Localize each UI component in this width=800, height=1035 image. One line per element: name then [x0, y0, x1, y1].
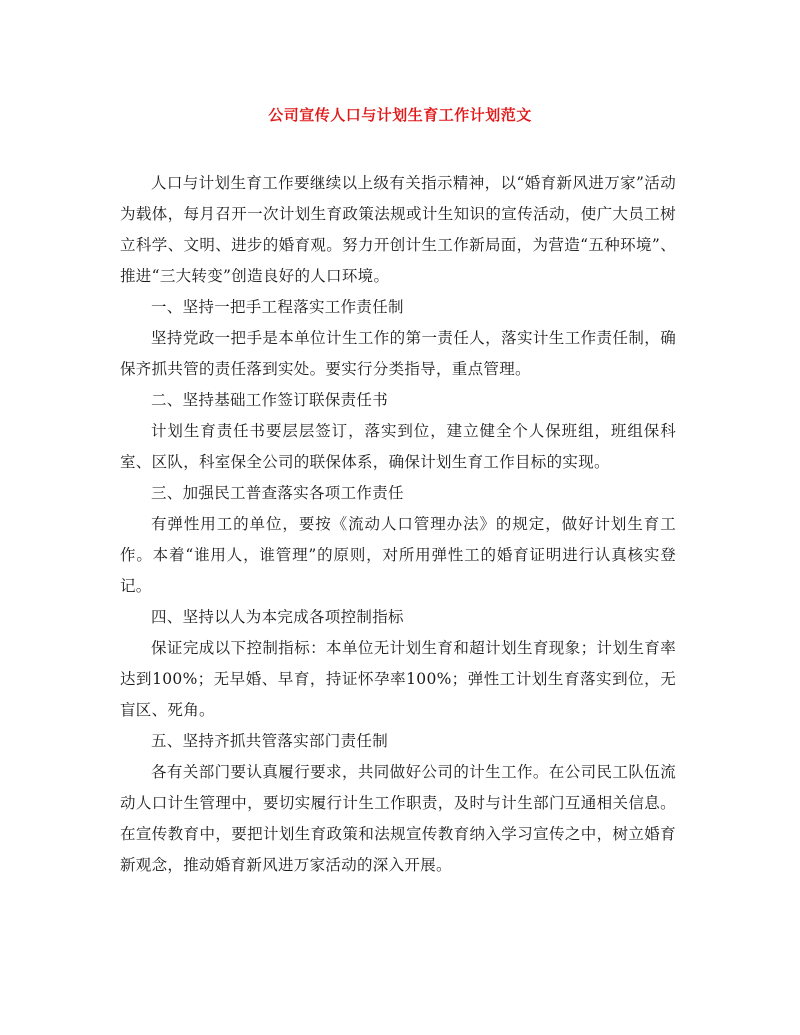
intro-paragraph: 人口与计划生育工作要继续以上级有关指示精神，以“婚育新风进万家”活动为载体，每月召开一次计划生育政策法规或计生知识的宣传活动，使广大员工树立科学、文明、进步的婚育观。努力开创计生工作新局面，为营造“五种环境”、推进“三大转变”创造良好的人口环境。 — [120, 174, 676, 285]
section-5-text: 各有关部门要认真履行要求，共同做好公司的计生工作。在公司民工队伍流动人口计生管理中，要切实履行计生工作职责，及时与计生部门互通相关信息。在宣传教育中，要把计划生育政策和法规宣传教育纳入学习宣传之中，树立婚育新观念，推动婚育新风进万家活动的深入开展。 — [120, 763, 676, 874]
document-title: 公司宣传人口与计划生育工作计划范文 — [268, 106, 532, 124]
section-1-text: 坚持党政一把手是本单位计生工作的第一责任人，落实计生工作责任制，确保齐抓共管的责任落到实处。要实行分类指导，重点管理。 — [120, 329, 676, 378]
section-1-heading: 一、坚持一把手工程落实工作责任制 — [151, 298, 404, 316]
section-3-heading: 三、加强民工普查落实各项工作责任 — [151, 484, 404, 502]
section-5-heading: 五、坚持齐抓共管落实部门责任制 — [151, 732, 389, 750]
section-2-heading: 二、坚持基础工作签订联保责任书 — [151, 391, 389, 409]
document-body — [120, 168, 676, 881]
section-2-text: 计划生育责任书要层层签订，落实到位，建立健全个人保班组，班组保科室、区队，科室保全公司的联保体系，确保计划生育工作目标的实现。 — [120, 422, 676, 471]
section-4-text: 保证完成以下控制指标：本单位无计划生育和超计划生育现象；计划生育率达到100%；无早婚、早育，持证怀孕率100%；弹性工计划生育落实到位，无盲区、死角。 — [120, 639, 676, 719]
section-3-text: 有弹性用工的单位，要按《流动人口管理办法》的规定，做好计划生育工作。本着“谁用人，谁管理”的原则，对所用弹性工的婚育证明进行认真核实登记。 — [120, 515, 676, 595]
section-4-heading: 四、坚持以人为本完成各项控制指标 — [151, 608, 404, 626]
